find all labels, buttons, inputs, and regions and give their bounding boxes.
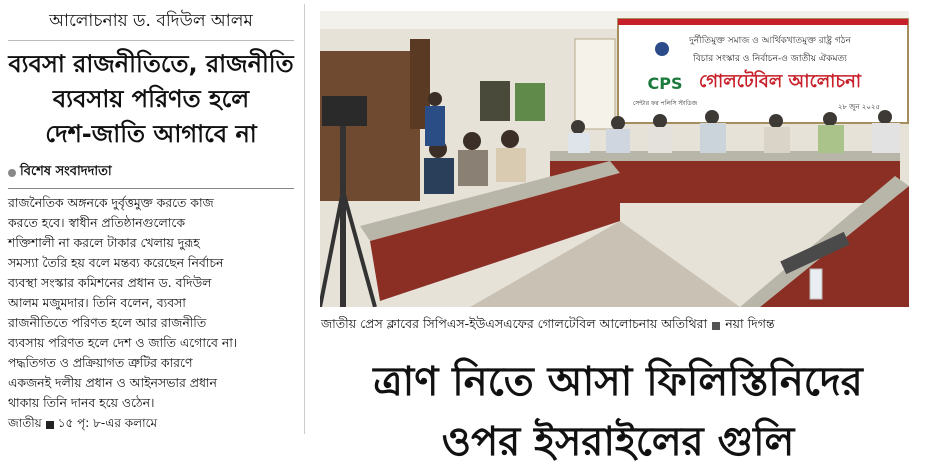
continue-section: জাতীয়	[8, 416, 42, 430]
body-line: করতে হবে। স্বাধীন প্রতিষ্ঠানগুলোকে	[8, 215, 186, 230]
event-photo	[320, 11, 909, 307]
body-line: পদ্ধতিগত ও প্রক্রিয়াগত ত্রুটির কারণে	[8, 355, 193, 370]
divider	[8, 188, 294, 189]
column-divider	[304, 4, 305, 434]
cps-logo: CPS	[647, 74, 683, 93]
byline	[8, 162, 294, 183]
headline-line: ব্যবসা রাজনীতিতে, রাজনীতি	[8, 50, 294, 78]
body-line: সমস্যা তৈরি হয় বলে মন্তব্য করেছেন নির্বাচন	[8, 255, 224, 270]
article-body	[8, 193, 294, 413]
left-article	[8, 6, 294, 435]
body-line: ব্যবস্থা সংস্কার কমিশনের প্রধান ড. বদিউল	[8, 275, 212, 290]
second-headline	[318, 352, 918, 472]
continue-text: ১৫ পৃ: ৮-এর কলামে	[57, 416, 158, 430]
body-line: ব্যবসায় পরিণত হলে দেশ ও জাতি এগোবে না।	[8, 335, 238, 350]
article-headline	[8, 47, 294, 152]
second-headline-line: ওপর ইসরাইলের গুলি	[441, 419, 795, 465]
body-line: রাজনীতিতে পরিণত হলে আর রাজনীতি	[8, 315, 207, 330]
body-line: থাকায় তিনি দানব হয়ে ওঠেন।	[8, 395, 155, 410]
body-line: রাজনৈতিক অঙ্গনকে দুর্বৃত্তমুক্ত করতে কাজ	[8, 195, 214, 210]
photo-caption	[321, 316, 775, 336]
banner-line1: দুর্নীতিমুক্ত সমাজ ও আর্থিকখাতমুক্ত রাষ্ট্র গঠন	[689, 36, 851, 46]
continue-note	[8, 415, 294, 435]
second-headline-line: ত্রাণ নিতে আসা ফিলিস্তিনিদের	[373, 359, 863, 405]
bullet-icon	[8, 169, 16, 177]
banner-line2: বিচার সংস্কার ও নির্বাচন-ও জাতীয় ঐকমত্য	[693, 54, 847, 64]
caption-text: জাতীয় প্রেস ক্লাবের সিপিএস-ইউএসএফের গোলটেবিল আলোচনায় অতিথিরা	[321, 316, 708, 331]
photo-illustration	[320, 11, 909, 307]
body-line: আলম মজুমদার। তিনি বলেন, ব্যবসা	[8, 295, 186, 310]
banner-date: ২৮ জুন ২০২৫	[837, 103, 880, 111]
headline-line: ব্যবসায় পরিণত হলে	[52, 85, 250, 113]
square-bullet-icon	[712, 322, 720, 330]
body-line: শক্তিশালী না করলে টাকার খেলায় দুরূহ	[8, 235, 200, 250]
headline-line: দেশ-জাতি আগাবে না	[45, 120, 257, 148]
byline-text: বিশেষ সংবাদদাতা	[20, 164, 112, 179]
square-bullet-icon	[46, 421, 54, 429]
article-kicker: আলোচনায় ড. বদিউল আলম	[8, 6, 294, 41]
banner-title: গোলটেবিল আলোচনা	[698, 71, 862, 92]
cps-logo-sub: সেন্টার ফর পলিসি স্টাডিজ	[632, 100, 698, 107]
caption-credit: নয়া দিগন্ত	[725, 316, 775, 331]
body-line: একজনই দলীয় প্রধান ও আইনসভার প্রধান	[8, 375, 217, 390]
